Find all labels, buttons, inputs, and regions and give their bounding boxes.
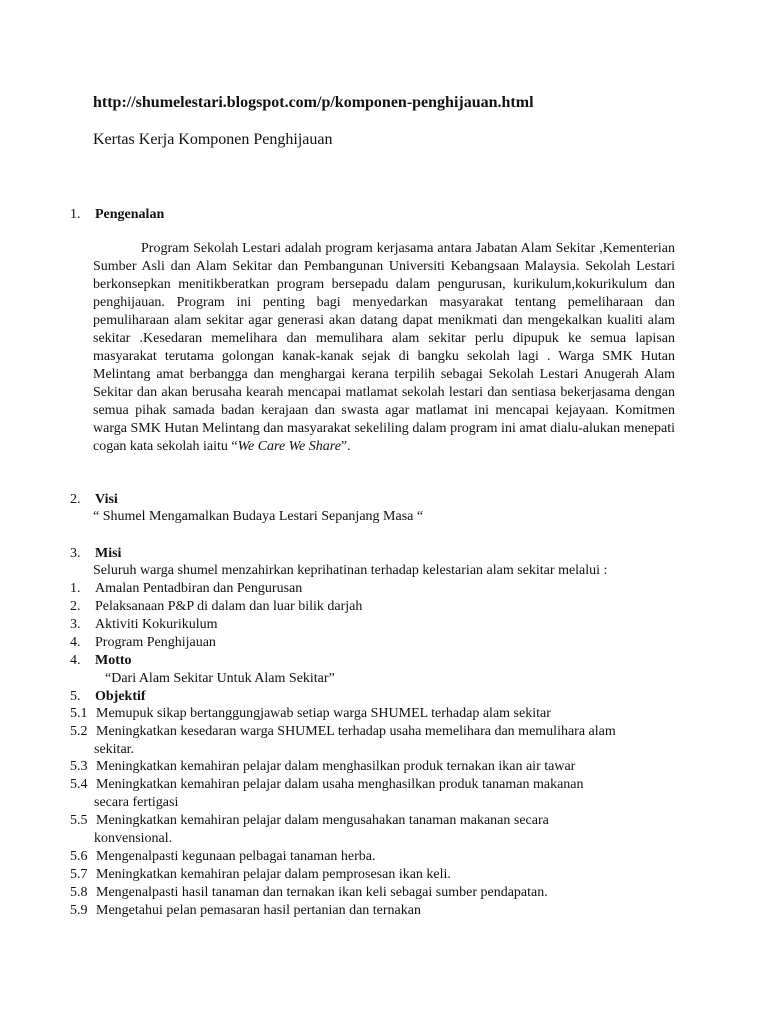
section-number: 5. [70,689,81,704]
objektif-item [70,776,676,812]
objektif-item [70,866,676,884]
section-number: 3. [70,546,81,561]
objektif-number: 5.3 [70,759,88,774]
list-text: Pelaksanaan P&P di dalam dan luar bilik darjah [95,599,363,614]
section-number: 4. [70,653,81,668]
objektif-item [70,884,676,902]
visi-text: “ Shumel Mengamalkan Budaya Lestari Sepanjang Masa “ [93,509,424,524]
list-text: Amalan Pentadbiran dan Pengurusan [95,581,303,596]
source-url[interactable]: http://shumelestari.blogspot.com/p/komponen-penghijauan.html [93,94,534,111]
list-number: 4. [70,635,81,650]
objektif-number: 5.5 [70,813,88,828]
section-number: 2. [70,492,81,507]
objektif-text: Meningkatkan kemahiran pelajar dalam menghasilkan produk ternakan ikan air tawar [96,759,576,774]
objektif-number: 5.9 [70,903,88,918]
objektif-text: Mengenalpasti hasil tanaman dan ternakan ikan keli sebagai sumber pendapatan. [96,885,548,900]
objektif-item [70,723,676,759]
objektif-text: Memupuk sikap bertanggungjawab setiap warga SHUMEL terhadap alam sekitar [96,706,551,721]
objektif-item [70,705,676,723]
objektif-text-continued: konvensional. [94,831,173,846]
objektif-text-continued: sekitar. [94,742,135,757]
section-label: Misi [95,546,122,561]
section-number: 1. [70,207,81,222]
section-label: Objektif [95,689,146,704]
objektif-text: Mengenalpasti kegunaan pelbagai tanaman herba. [96,849,376,864]
objektif-number: 5.6 [70,849,88,864]
list-text: Aktiviti Kokurikulum [95,617,218,632]
section-label: Pengenalan [95,207,165,222]
list-number: 2. [70,599,81,614]
section-label: Motto [95,653,132,668]
objektif-text: Meningkatkan kemahiran pelajar dalam usaha menghasilkan produk tanaman makanan [96,777,584,792]
list-number: 1. [70,581,81,596]
pengenalan-text: Program Sekolah Lestari adalah program kerjasama antara Jabatan Alam Sekitar ,Kementerian Sumber Asli dan Alam Sekitar dan Pembangunan Universiti Kebangsaan Malaysia. Sekolah Lestari berkonsepkan menitikberatkan program bersepadu dalam pengurusan, kurikulum,kokurikulum dan penghijauan. Program ini penting bagi menyedarkan masyarakat tentang pemeliharaan dan pemuliharaan alam sekitar agar generasi akan datang dapat menikmati dan mengekalkan kualiti alam sekitar .Kesedaran memelihara dan memulihara alam sekitar perlu dipupuk ke semua lapisan masyarakat terutama golongan kanak-kanak sejak di bangku sekolah lagi . Warga SMK Hutan Melintang amat berbangga dan menghargai kerana terpilih sebagai Sekolah Lestari Anugerah Alam Sekitar dan akan berusaha kearah mencapai matlamat sekolah lestari dan sentiasa bekerjasama dengan semua pihak samada badan kerajaan dan swasta agar matlamat ini mencapai kejayaan. Komitmen warga SMK Hutan Melintang dan masyarakat sekeliling dalam program ini amat dialu-alukan menepati cogan kata sekolah iaitu “ [93,241,675,454]
pengenalan-paragraph [93,240,675,456]
section-label: Visi [95,492,118,507]
misi-intro: Seluruh warga shumel menzahirkan keprihatinan terhadap kelestarian alam sekitar melalui : [93,563,608,578]
objektif-item [70,812,676,848]
objektif-text-continued: secara fertigasi [94,795,179,810]
objektif-item [70,758,676,776]
objektif-number: 5.7 [70,867,88,882]
objektif-number: 5.1 [70,706,88,721]
objektif-text: Meningkatkan kemahiran pelajar dalam mengusahakan tanaman makanan secara [96,813,549,828]
objektif-text: Meningkatkan kesedaran warga SHUMEL terhadap usaha memelihara dan memulihara alam [96,724,616,739]
school-motto: We Care We Share [237,439,341,454]
motto-text: “Dari Alam Sekitar Untuk Alam Sekitar” [105,671,335,686]
objektif-text: Mengetahui pelan pemasaran hasil pertanian dan ternakan [96,903,421,918]
objektif-text: Meningkatkan kemahiran pelajar dalam pemprosesan ikan keli. [96,867,451,882]
objektif-number: 5.8 [70,885,88,900]
objektif-item [70,848,676,866]
pengenalan-text-end: ”. [340,439,351,454]
list-number: 3. [70,617,81,632]
document-title: Kertas Kerja Komponen Penghijauan [93,131,333,148]
objektif-number: 5.2 [70,724,88,739]
objektif-item [70,902,676,920]
list-text: Program Penghijauan [95,635,216,650]
objektif-number: 5.4 [70,777,88,792]
